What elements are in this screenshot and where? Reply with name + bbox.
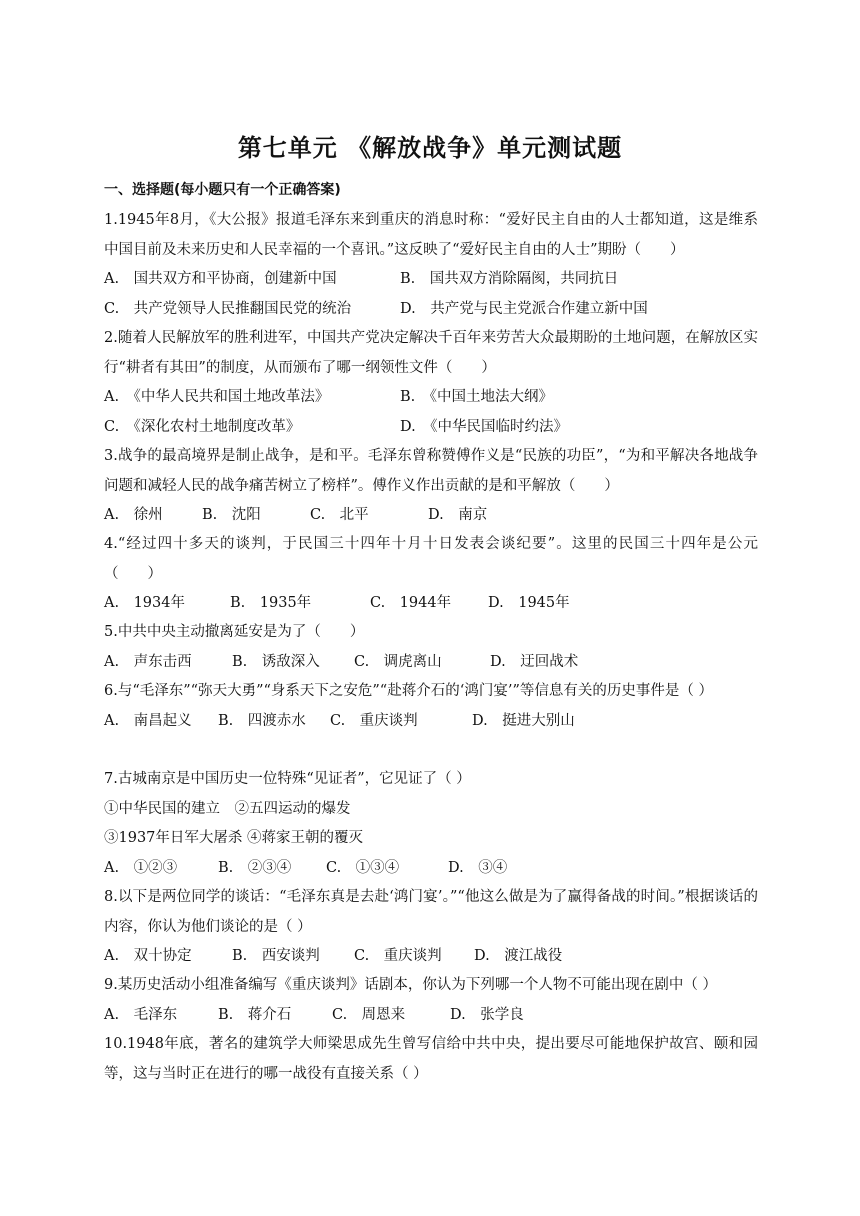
options-row — [104, 413, 758, 443]
options-row — [104, 1001, 758, 1031]
option-d: D. 渡江战役 — [474, 948, 563, 964]
question-5 — [104, 618, 758, 677]
question-stem: 8.以下是两位同学的谈话：“毛泽东真是去赴‘鸿门宴’。”“他这么做是为了赢得备战的时间。”根据谈话的内容，你认为他们谈论的是（ ） — [104, 889, 758, 935]
option-b: B. ②③④ — [218, 859, 292, 876]
option-c: C. 调虎离山 — [354, 653, 442, 670]
question-8 — [104, 883, 758, 972]
option-a: A. 双十协定 — [104, 948, 192, 964]
question-3 — [104, 442, 758, 531]
option-d: D. 1945年 — [488, 595, 570, 611]
page-title: 第七单元 《解放战争》单元测试题 — [237, 134, 623, 162]
option-d: D. 共产党与民主党派合作建立新中国 — [400, 300, 648, 317]
option-b: B. 西安谈判 — [232, 948, 320, 964]
option-d: D. 南京 — [428, 507, 488, 523]
options-row — [104, 648, 758, 678]
question-stem: 4.“经过四十多天的谈判，于民国三十四年十月十日发表会谈纪要”。这里的民国三十四年是公元（ ） — [104, 536, 758, 582]
option-c: C. 重庆谈判 — [354, 948, 442, 964]
option-a: A. 1934年 — [104, 595, 185, 611]
statement-line: ①中华民国的建立 ②五四运动的爆发 — [104, 800, 351, 817]
option-d: D. 张学良 — [450, 1006, 524, 1023]
option-d: D. ③④ — [448, 859, 508, 876]
option-d: D. 挺进大别山 — [472, 712, 575, 729]
section-heading: 一、选择题(每小题只有一个正确答案) — [104, 182, 341, 198]
question-1 — [104, 206, 758, 324]
options-row — [104, 383, 758, 413]
question-7 — [104, 765, 758, 883]
question-stem: 1.1945年8月，《大公报》报道毛泽东来到重庆的消息时称：“爱好民主自由的人士都知道，这是维系中国目前及未来历史和人民幸福的一个喜讯。”这反映了“爱好民主自由的人士”期盼（ ） — [104, 212, 758, 258]
question-stem: 3.战争的最高境界是制止战争，是和平。毛泽东曾称赞傅作义是“民族的功臣”，“为和平解决各地战争问题和减轻人民的战争痛苦树立了榜样”。傅作义作出贡献的是和平解放（ ） — [104, 448, 758, 494]
option-b: B. 1935年 — [230, 595, 312, 611]
option-b: B. 蒋介石 — [218, 1006, 292, 1023]
question-6 — [104, 677, 758, 736]
option-b: B. 诱敌深入 — [232, 653, 320, 670]
question-stem: 6.与“毛泽东”“弥天大勇”“身系天下之安危”“赴蒋介石的‘鸿门宴’”等信息有关的历史事件是（ ） — [104, 683, 713, 699]
question-stem: 5.中共中央主动撤离延安是为了（ ） — [104, 624, 365, 640]
options-row — [104, 854, 758, 884]
option-c: C. 周恩来 — [332, 1006, 406, 1023]
statement-line: ③1937年日军大屠杀 ④蒋家王朝的覆灭 — [104, 830, 364, 846]
question-10 — [104, 1030, 758, 1089]
option-a: A. 国共双方和平协商，创建新中国 — [104, 271, 337, 287]
question-stem: 10.1948年底，著名的建筑学大师梁思成先生曾写信给中共中央，提出要尽可能地保护故宫、颐和园等，这与当时正在进行的哪一战役有直接关系（ ） — [104, 1036, 758, 1082]
option-a: A. 毛泽东 — [104, 1006, 178, 1023]
option-c: C. 重庆谈判 — [330, 712, 418, 729]
options-row — [104, 942, 758, 972]
option-c: C. 《深化农村土地制度改革》 — [104, 418, 301, 435]
question-stem: 2.随着人民解放军的胜利进军，中国共产党决定解决千百年来劳苦大众最期盼的土地问题，在解放区实行“耕者有其田”的制度，从而颁布了哪一纲领性文件（ ） — [104, 330, 758, 376]
question-stem: 7.古城南京是中国历史一位特殊“见证者”，它见证了（ ） — [104, 771, 471, 787]
option-c: C. 共产党领导人民推翻国民党的统治 — [104, 300, 352, 317]
option-c: C. 北平 — [310, 507, 369, 523]
option-b: B. 国共双方消除隔阂，共同抗日 — [400, 271, 619, 287]
options-row — [104, 501, 758, 531]
question-stem: 9.某历史活动小组准备编写《重庆谈判》话剧本，你认为下列哪一个人物不可能出现在剧中（ ） — [104, 977, 717, 993]
option-d: D. 《中华民国临时约法》 — [400, 418, 568, 435]
option-a: A. 南昌起义 — [104, 712, 192, 729]
option-c: C. 1944年 — [370, 595, 452, 611]
options-row — [104, 589, 758, 619]
option-c: C. ①③④ — [326, 859, 400, 876]
option-b: B. 《中国土地法大纲》 — [400, 389, 554, 405]
option-a: A. ①②③ — [104, 859, 178, 876]
options-row — [104, 295, 758, 325]
option-b: B. 沈阳 — [202, 507, 261, 523]
options-row — [104, 707, 758, 737]
option-a: A. 《中华人民共和国土地改革法》 — [104, 389, 330, 405]
options-row — [104, 265, 758, 295]
option-a: A. 声东击西 — [104, 653, 192, 670]
option-b: B. 四渡赤水 — [218, 712, 306, 729]
question-4 — [104, 530, 758, 619]
option-d: D. 迂回战术 — [490, 653, 579, 670]
option-a: A. 徐州 — [104, 507, 163, 523]
question-9 — [104, 971, 758, 1030]
question-2 — [104, 324, 758, 442]
